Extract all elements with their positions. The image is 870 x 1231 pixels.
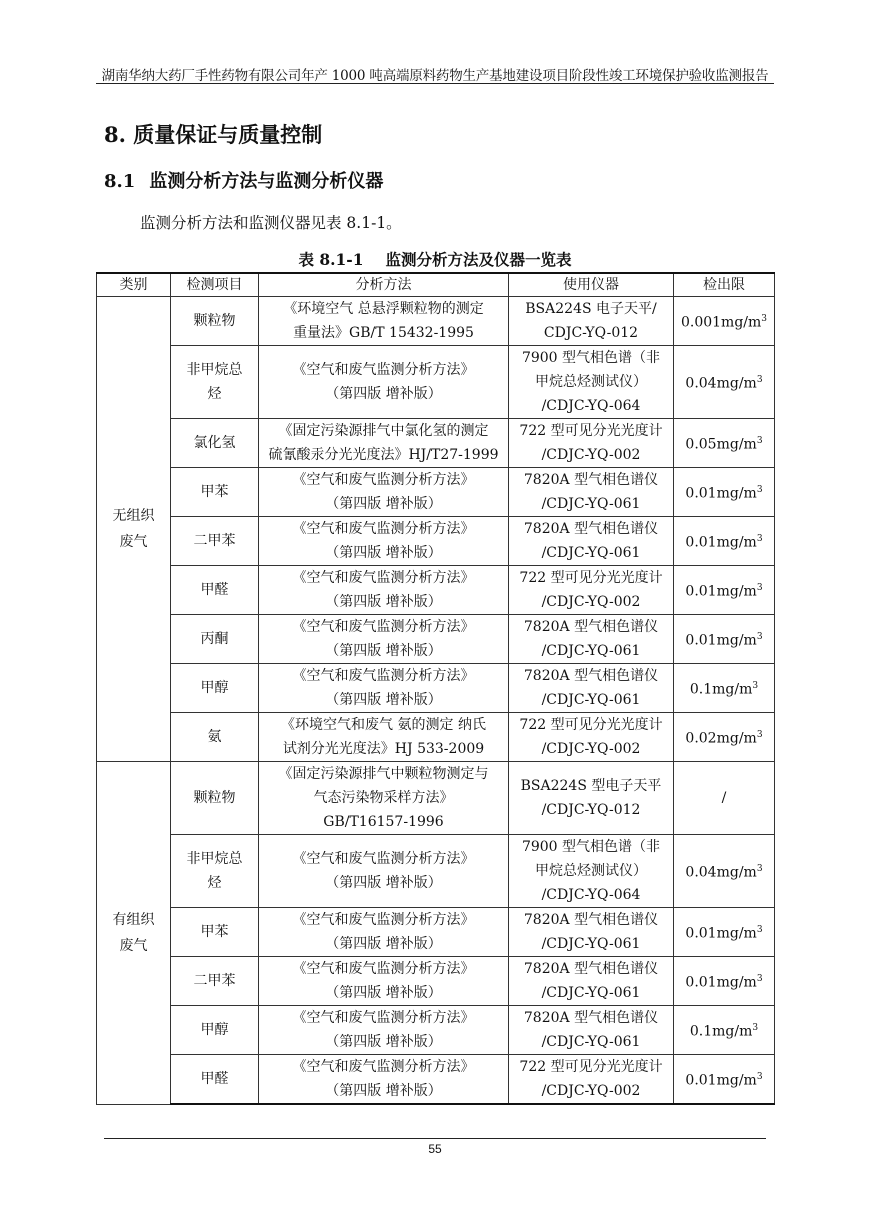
item-line: 甲苯 xyxy=(200,924,229,940)
method-line: （第四版 增补版） xyxy=(325,692,442,708)
instrument-line: /CDJC-YQ-012 xyxy=(541,802,641,818)
instrument-line: 7900 型气相色谱（非 xyxy=(521,350,661,366)
instrument-cell xyxy=(509,419,674,468)
limit-value: 0.01mg/m xyxy=(685,534,757,551)
table-header-row xyxy=(97,273,775,297)
method-line: 《环境空气和废气 氨的测定 纳氏 xyxy=(281,717,486,733)
method-line: 《空气和废气监测分析方法》 xyxy=(292,851,475,867)
item-cell xyxy=(171,419,259,468)
method-line: 《空气和废气监测分析方法》 xyxy=(292,619,475,635)
header-category: 类别 xyxy=(97,273,171,297)
item-line: 甲醛 xyxy=(200,1071,229,1087)
table-row xyxy=(97,517,775,566)
subsection-title: 监测分析方法与监测分析仪器 xyxy=(149,171,384,192)
method-line: 《固定污染源排气中颗粒物测定与 xyxy=(278,766,489,782)
instrument-line: /CDJC-YQ-061 xyxy=(541,692,641,708)
item-cell xyxy=(171,517,259,566)
limit-value: 0.01mg/m xyxy=(685,632,757,649)
instrument-line: 7820A 型气相色谱仪 xyxy=(523,619,659,635)
limit-value: 0.02mg/m xyxy=(685,730,757,747)
limit-unit-exponent: 3 xyxy=(752,1023,759,1034)
method-line: 《空气和废气监测分析方法》 xyxy=(292,668,475,684)
limit-value: 0.01mg/m xyxy=(685,974,757,991)
method-line: 试剂分光光度法》HJ 533-2009 xyxy=(282,741,485,757)
limit-cell xyxy=(674,468,775,517)
limit-cell xyxy=(674,297,775,346)
instrument-line: 7820A 型气相色谱仪 xyxy=(523,668,659,684)
instrument-cell xyxy=(509,346,674,419)
header-method: 分析方法 xyxy=(259,273,509,297)
item-line: 甲苯 xyxy=(200,484,229,500)
limit-unit-exponent: 3 xyxy=(756,632,763,643)
item-line: 二甲苯 xyxy=(193,533,236,549)
instrument-line: CDJC-YQ-012 xyxy=(543,325,639,341)
item-cell xyxy=(171,1055,259,1105)
table-row xyxy=(97,468,775,517)
instrument-cell xyxy=(509,517,674,566)
method-line: 重量法》GB/T 15432-1995 xyxy=(293,325,474,341)
instrument-cell xyxy=(509,835,674,908)
instrument-line: /CDJC-YQ-061 xyxy=(541,643,641,659)
body-paragraph: 监测分析方法和监测仪器见表 8.1-1。 xyxy=(140,214,402,232)
instrument-line: 7820A 型气相色谱仪 xyxy=(523,472,659,488)
instrument-line: /CDJC-YQ-002 xyxy=(541,741,641,757)
item-cell xyxy=(171,762,259,835)
instrument-cell xyxy=(509,297,674,346)
item-line: 丙酮 xyxy=(200,631,229,647)
method-line: （第四版 增补版） xyxy=(325,386,442,402)
category-line: 废气 xyxy=(119,534,148,550)
method-line: 《空气和废气监测分析方法》 xyxy=(292,1010,475,1026)
instrument-line: 7820A 型气相色谱仪 xyxy=(523,1010,659,1026)
limit-cell xyxy=(674,517,775,566)
limit-value: 0.01mg/m xyxy=(685,925,757,942)
instrument-cell xyxy=(509,908,674,957)
instrument-line: /CDJC-YQ-064 xyxy=(541,887,641,903)
limit-unit-exponent: 3 xyxy=(756,1072,763,1083)
instrument-line: /CDJC-YQ-061 xyxy=(541,1034,641,1050)
footer-rule xyxy=(104,1138,766,1139)
method-line: （第四版 增补版） xyxy=(325,875,442,891)
limit-cell xyxy=(674,762,775,835)
method-line: GB/T16157-1996 xyxy=(323,814,444,830)
table-row xyxy=(97,566,775,615)
category-cell xyxy=(97,762,171,1105)
category-line: 有组织 xyxy=(112,911,155,928)
table-caption xyxy=(96,248,774,270)
item-line: 甲醇 xyxy=(200,680,229,696)
method-line: （第四版 增补版） xyxy=(325,594,442,610)
method-line: 《空气和废气监测分析方法》 xyxy=(292,912,475,928)
instrument-line: /CDJC-YQ-061 xyxy=(541,936,641,952)
instrument-line: 722 型可见分光光度计 xyxy=(519,423,663,439)
instrument-line: 7820A 型气相色谱仪 xyxy=(523,961,659,977)
method-cell xyxy=(259,517,509,566)
method-cell xyxy=(259,615,509,664)
limit-unit-exponent: 3 xyxy=(756,436,763,447)
method-line: 《空气和废气监测分析方法》 xyxy=(292,362,475,378)
header-instrument: 使用仪器 xyxy=(509,273,674,297)
item-line: 氯化氢 xyxy=(193,435,236,451)
table-row xyxy=(97,957,775,1006)
method-cell xyxy=(259,713,509,762)
limit-unit-exponent: 3 xyxy=(756,375,763,386)
method-line: 《空气和废气监测分析方法》 xyxy=(292,521,475,537)
item-line: 二甲苯 xyxy=(193,973,236,989)
item-line: 甲醇 xyxy=(200,1022,229,1038)
instrument-line: 甲烷总烃测试仪） xyxy=(535,863,647,879)
limit-cell xyxy=(674,566,775,615)
item-line: 氨 xyxy=(207,729,222,745)
method-line: 《空气和废气监测分析方法》 xyxy=(292,472,475,488)
table-row xyxy=(97,419,775,468)
item-cell xyxy=(171,566,259,615)
item-line: 非甲烷总 xyxy=(186,851,243,867)
instrument-line: 7900 型气相色谱（非 xyxy=(521,839,661,855)
method-cell xyxy=(259,664,509,713)
limit-cell xyxy=(674,419,775,468)
item-cell xyxy=(171,615,259,664)
category-line: 废气 xyxy=(119,937,148,954)
section-heading: 8. 质量保证与质量控制 xyxy=(104,122,323,147)
table-row xyxy=(97,1055,775,1105)
instrument-cell xyxy=(509,762,674,835)
limit-value: 0.01mg/m xyxy=(685,583,757,600)
limit-unit-exponent: 3 xyxy=(756,730,763,741)
limit-cell xyxy=(674,1055,775,1105)
limit-cell xyxy=(674,713,775,762)
limit-cell xyxy=(674,835,775,908)
method-cell xyxy=(259,297,509,346)
limit-cell xyxy=(674,957,775,1006)
method-line: （第四版 增补版） xyxy=(325,643,442,659)
instrument-cell xyxy=(509,615,674,664)
method-cell xyxy=(259,1006,509,1055)
limit-cell xyxy=(674,908,775,957)
instrument-line: 722 型可见分光光度计 xyxy=(519,1059,663,1075)
instrument-line: BSA224S 电子天平/ xyxy=(525,301,657,317)
table-body xyxy=(97,297,775,1105)
limit-value: / xyxy=(721,790,727,806)
header-item: 检测项目 xyxy=(171,273,259,297)
item-line: 烃 xyxy=(207,386,222,402)
item-cell xyxy=(171,835,259,908)
table-row xyxy=(97,762,775,835)
item-line: 烃 xyxy=(207,875,222,891)
subsection-heading xyxy=(104,167,383,193)
limit-unit-exponent: 3 xyxy=(756,485,763,496)
limit-value: 0.05mg/m xyxy=(685,436,757,453)
limit-unit-exponent: 3 xyxy=(752,681,759,692)
method-cell xyxy=(259,957,509,1006)
method-instrument-table xyxy=(96,272,775,1105)
running-header: 湖南华纳大药厂手性药物有限公司年产 1000 吨高端原料药物生产基地建设项目阶段性竣工环境保护验收监测报告 xyxy=(101,68,769,84)
limit-value: 0.04mg/m xyxy=(685,375,757,392)
instrument-cell xyxy=(509,713,674,762)
method-cell xyxy=(259,419,509,468)
method-line: （第四版 增补版） xyxy=(325,545,442,561)
method-line: （第四版 增补版） xyxy=(325,1034,442,1050)
limit-unit-exponent: 3 xyxy=(756,583,763,594)
instrument-line: /CDJC-YQ-061 xyxy=(541,545,641,561)
method-cell xyxy=(259,1055,509,1105)
instrument-line: 722 型可见分光光度计 xyxy=(519,717,663,733)
item-cell xyxy=(171,664,259,713)
instrument-line: 7820A 型气相色谱仪 xyxy=(523,912,659,928)
instrument-line: /CDJC-YQ-061 xyxy=(541,985,641,1001)
table-row xyxy=(97,908,775,957)
subsection-number: 8.1 xyxy=(104,171,136,192)
instrument-line: 7820A 型气相色谱仪 xyxy=(523,521,659,537)
instrument-line: /CDJC-YQ-002 xyxy=(541,447,641,463)
method-cell xyxy=(259,468,509,517)
limit-cell xyxy=(674,346,775,419)
table-caption-number: 表 8.1-1 xyxy=(298,250,364,269)
table-row xyxy=(97,1006,775,1055)
table-row xyxy=(97,835,775,908)
instrument-line: /CDJC-YQ-061 xyxy=(541,496,641,512)
table-row xyxy=(97,297,775,346)
header-limit: 检出限 xyxy=(674,273,775,297)
item-cell xyxy=(171,468,259,517)
instrument-line: /CDJC-YQ-002 xyxy=(541,1083,641,1099)
instrument-line: /CDJC-YQ-002 xyxy=(541,594,641,610)
method-line: 《空气和废气监测分析方法》 xyxy=(292,1059,475,1075)
method-line: （第四版 增补版） xyxy=(325,985,442,1001)
method-line: 《环境空气 总悬浮颗粒物的测定 xyxy=(283,301,484,317)
table-row xyxy=(97,346,775,419)
table-row xyxy=(97,713,775,762)
method-cell xyxy=(259,835,509,908)
item-line: 非甲烷总 xyxy=(186,362,243,378)
method-cell xyxy=(259,566,509,615)
method-line: （第四版 增补版） xyxy=(325,496,442,512)
limit-value: 0.01mg/m xyxy=(685,1072,757,1089)
limit-value: 0.1mg/m xyxy=(689,681,753,698)
limit-value: 0.001mg/m xyxy=(680,314,762,331)
limit-cell xyxy=(674,664,775,713)
item-line: 颗粒物 xyxy=(193,313,236,329)
table-row xyxy=(97,664,775,713)
limit-unit-exponent: 3 xyxy=(756,974,763,985)
limit-value: 0.04mg/m xyxy=(685,864,757,881)
method-line: 气态污染物采样方法》 xyxy=(313,790,454,806)
item-cell xyxy=(171,713,259,762)
instrument-line: 甲烷总烃测试仪） xyxy=(535,374,647,390)
limit-cell xyxy=(674,1006,775,1055)
category-line: 无组织 xyxy=(112,508,155,524)
instrument-line: /CDJC-YQ-064 xyxy=(541,398,641,414)
instrument-cell xyxy=(509,468,674,517)
method-cell xyxy=(259,762,509,835)
header-rule xyxy=(96,83,774,84)
limit-value: 0.1mg/m xyxy=(689,1023,753,1040)
item-line: 甲醛 xyxy=(200,582,229,598)
table-caption-title: 监测分析方法及仪器一览表 xyxy=(385,250,572,269)
instrument-cell xyxy=(509,664,674,713)
method-line: 《固定污染源排气中氯化氢的测定 xyxy=(278,423,489,439)
limit-cell xyxy=(674,615,775,664)
page-number: 55 xyxy=(428,1142,442,1156)
method-line: 《空气和废气监测分析方法》 xyxy=(292,961,475,977)
item-cell xyxy=(171,346,259,419)
method-line: 硫氰酸汞分光光度法》HJ/T27-1999 xyxy=(268,447,499,463)
method-cell xyxy=(259,908,509,957)
instrument-cell xyxy=(509,566,674,615)
method-line: 《空气和废气监测分析方法》 xyxy=(292,570,475,586)
instrument-cell xyxy=(509,957,674,1006)
item-cell xyxy=(171,1006,259,1055)
limit-unit-exponent: 3 xyxy=(756,534,763,545)
instrument-cell xyxy=(509,1055,674,1105)
table-row xyxy=(97,615,775,664)
category-cell xyxy=(97,297,171,762)
item-cell xyxy=(171,957,259,1006)
item-line: 颗粒物 xyxy=(193,790,236,806)
instrument-cell xyxy=(509,1006,674,1055)
limit-unit-exponent: 3 xyxy=(756,925,763,936)
method-line: （第四版 增补版） xyxy=(325,936,442,952)
method-line: （第四版 增补版） xyxy=(325,1083,442,1099)
limit-unit-exponent: 3 xyxy=(761,314,768,325)
limit-value: 0.01mg/m xyxy=(685,485,757,502)
instrument-line: 722 型可见分光光度计 xyxy=(519,570,663,586)
item-cell xyxy=(171,908,259,957)
instrument-line: BSA224S 型电子天平 xyxy=(520,778,662,794)
method-cell xyxy=(259,346,509,419)
limit-unit-exponent: 3 xyxy=(756,864,763,875)
item-cell xyxy=(171,297,259,346)
